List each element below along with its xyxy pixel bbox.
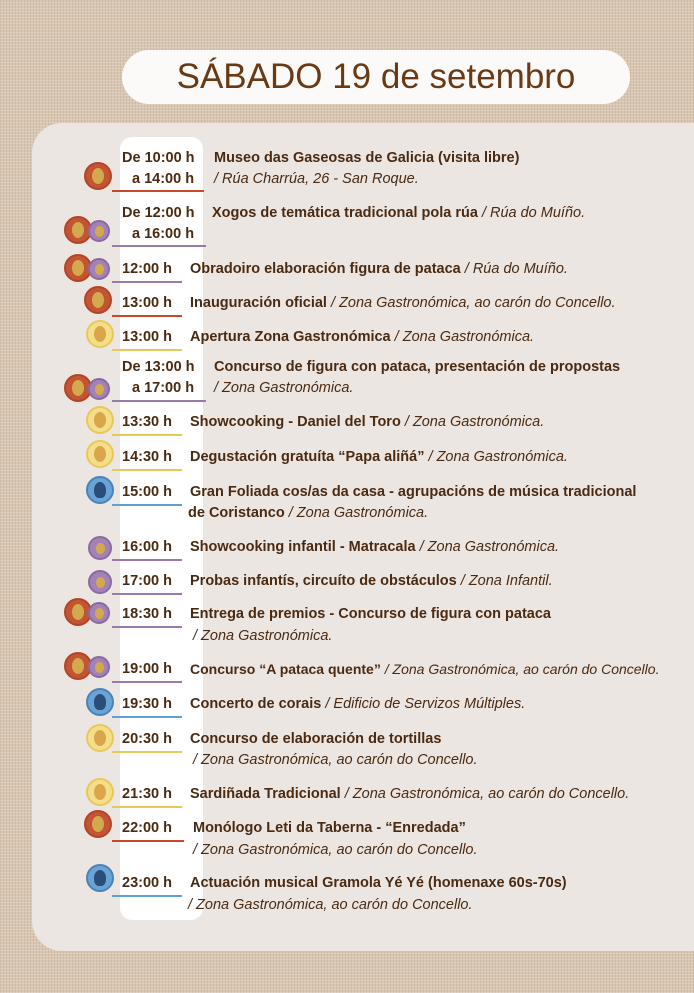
event-icons [64,374,106,402]
potato-mascot-purple-icon [88,656,110,678]
event-title: Concurso de elaboración de tortillas [190,731,442,747]
chef-potato-yellow-icon [86,406,114,434]
event-time-end: a 16:00 h [132,226,195,242]
event-time: 18:30 h [122,606,172,622]
event-title: Concurso de figura con pataca, presentación de propostas [214,359,621,375]
musician-blue-icon [86,688,114,716]
event-icons [86,406,110,434]
event-time: De 10:00 h [122,150,195,166]
chef-potato-yellow-icon [86,440,114,468]
potato-mascot-red-icon [84,286,112,314]
event-time: 16:00 h [122,539,172,555]
event-icons [84,810,108,838]
event-time: 13:00 h [122,295,172,311]
chef-potato-yellow-icon [86,778,114,806]
event-icons [64,598,106,626]
event-place: / Zona Gastronómica. [193,628,333,644]
event-place: / Zona Gastronómica, ao carón do Concello. [188,897,473,913]
event-title: Probas infantís, circuíto de obstáculos / Zona Infantil. [190,573,553,589]
event-place: / Rúa Charrúa, 26 - San Roque. [214,171,419,187]
event-underline [112,559,182,561]
event-place: / Zona Gastronómica, ao carón do Concello. [193,842,478,858]
potato-mascot-purple-icon [88,602,110,624]
event-time: 19:00 h [122,661,172,677]
event-time: 12:00 h [122,261,172,277]
event-underline [112,349,182,351]
page-title: SÁBADO 19 de setembro [122,50,630,104]
event-title: Showcooking infantil - Matracala / Zona Gastronómica. [190,539,560,555]
event-underline [112,245,206,247]
event-icons [88,566,108,594]
event-title: Degustación gratuíta “Papa aliñá” / Zona Gastronómica. [190,449,568,465]
event-title: Actuación musical Gramola Yé Yé (homenaxe 60s-70s) [190,875,567,891]
event-title: Entrega de premios - Concurso de figura con pataca [190,606,551,622]
event-underline [112,716,182,718]
event-underline [112,895,182,897]
potato-mascot-purple-icon [88,536,112,560]
event-time: 13:00 h [122,329,172,345]
event-time: 21:30 h [122,786,172,802]
event-title: Sardiñada Tradicional / Zona Gastronómica, ao carón do Concello. [190,786,630,802]
event-underline [112,469,182,471]
event-icons [86,864,110,892]
potato-mascot-red-icon [84,162,112,190]
event-underline [112,190,204,192]
event-icons [64,216,106,244]
event-time: 22:00 h [122,820,172,836]
event-icons [84,286,108,314]
event-icons [86,778,110,806]
event-time: 23:00 h [122,875,172,891]
event-place: / Zona Gastronómica, ao carón do Concello. [193,752,478,768]
event-title: Museo das Gaseosas de Galicia (visita libre) [214,150,520,166]
event-time: 19:30 h [122,696,172,712]
potato-mascot-purple-icon [88,378,110,400]
event-time: De 12:00 h [122,205,195,221]
event-title: Gran Foliada cos/as da casa - agrupacións de música tradicional [190,484,637,500]
event-underline [112,681,182,683]
event-icons [86,688,110,716]
event-time-end: a 14:00 h [132,171,195,187]
event-time: 14:30 h [122,449,172,465]
event-title: Concerto de corais / Edificio de Servizos Múltiples. [190,696,526,712]
potato-mascot-purple-icon [88,570,112,594]
event-underline [112,281,182,283]
event-icons [64,254,106,282]
event-icons [86,440,110,468]
event-icons [86,724,110,752]
event-title-cont: de Coristanco / Zona Gastronómica. [188,505,429,521]
event-title: Showcooking - Daniel del Toro / Zona Gastronómica. [190,414,545,430]
event-icons [64,652,106,680]
musician-blue-icon [86,476,114,504]
event-underline [112,806,182,808]
event-time: De 13:00 h [122,359,195,375]
event-title: Concurso “A pataca quente” / Zona Gastronómica, ao carón do Concello. [190,661,660,677]
event-underline [112,840,184,842]
event-time: 17:00 h [122,573,172,589]
event-title: Xogos de temática tradicional pola rúa / Rúa do Muíño. [212,205,586,221]
event-place: / Zona Gastronómica. [214,380,354,396]
event-icons [84,162,108,190]
event-underline [112,626,182,628]
event-icons [88,532,108,560]
event-underline [112,504,182,506]
event-underline [112,593,182,595]
event-underline [112,315,182,317]
chef-potato-yellow-icon [86,320,114,348]
event-icons [86,476,110,504]
chef-potato-yellow-icon [86,724,114,752]
event-title: Inauguración oficial / Zona Gastronómica, ao carón do Concello. [190,295,616,311]
potato-mascot-red-icon [84,810,112,838]
event-title: Obradoiro elaboración figura de pataca / Rúa do Muíño. [190,261,568,277]
musician-blue-icon [86,864,114,892]
event-time: 13:30 h [122,414,172,430]
potato-mascot-purple-icon [88,258,110,280]
event-underline [112,434,182,436]
event-time: 20:30 h [122,731,172,747]
event-underline [112,400,206,402]
event-time: 15:00 h [122,484,172,500]
event-time-end: a 17:00 h [132,380,195,396]
event-title: Monólogo Leti da Taberna - “Enredada” [193,820,466,836]
event-title: Apertura Zona Gastronómica / Zona Gastronómica. [190,329,535,345]
event-underline [112,751,182,753]
potato-mascot-purple-icon [88,220,110,242]
event-icons [86,320,110,348]
